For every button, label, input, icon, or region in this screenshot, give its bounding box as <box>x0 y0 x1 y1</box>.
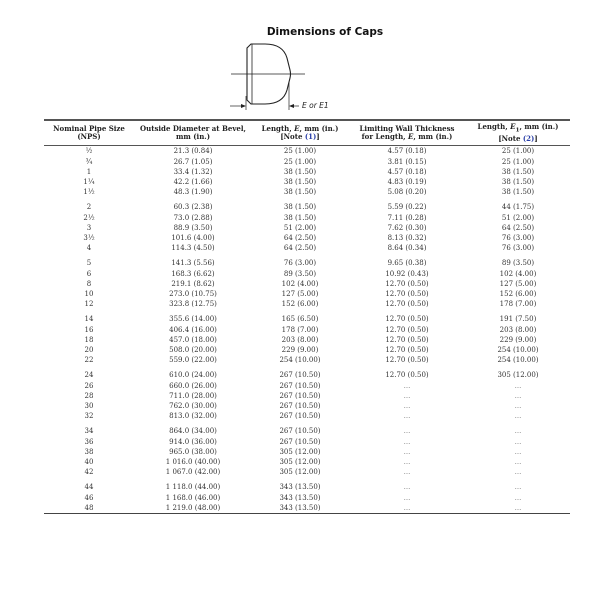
cell-length-e1: 178 (7.00) <box>499 300 537 309</box>
cell-nps: 46 <box>84 493 94 502</box>
table-row <box>44 401 570 411</box>
cell-length-e1: 254 (10.00) <box>497 356 539 365</box>
cell-length-e1: ... <box>514 503 522 512</box>
cell-outside-diameter: 711.0 (28.00) <box>169 391 217 400</box>
table-row <box>44 411 570 421</box>
cell-nps: 16 <box>84 325 94 334</box>
cell-length-e: 51 (2.00) <box>283 223 317 232</box>
table-row <box>44 477 570 492</box>
cell-nps: 10 <box>84 290 94 299</box>
cell-length-e1: 38 (1.50) <box>501 167 535 176</box>
cell-nps: 2½ <box>83 213 95 222</box>
cell-outside-diameter: 1 168.0 (46.00) <box>165 493 221 502</box>
cell-length-e1: 25 (1.00) <box>501 157 535 166</box>
cell-length-e1: 127 (5.00) <box>499 279 537 288</box>
cap-diagram <box>225 38 365 110</box>
cell-length-e: 254 (10.00) <box>279 356 321 365</box>
cell-length-e1: ... <box>514 381 522 390</box>
table-row <box>44 365 570 380</box>
table-row <box>44 157 570 167</box>
cell-nps: ¾ <box>85 157 93 166</box>
cell-length-e: 89 (3.50) <box>283 269 317 278</box>
cell-outside-diameter: 355.6 (14.00) <box>169 315 217 324</box>
cell-wall-thickness: 12.70 (0.50) <box>385 346 429 355</box>
cell-wall-thickness: 12.70 (0.50) <box>385 315 429 324</box>
table-row <box>44 355 570 365</box>
table-row <box>44 197 570 212</box>
cell-nps: 3½ <box>83 234 95 243</box>
cell-wall-thickness: 3.81 (0.15) <box>387 157 427 166</box>
table-row <box>44 309 570 324</box>
cell-length-e: 203 (8.00) <box>281 335 319 344</box>
cell-length-e: 64 (2.50) <box>283 234 317 243</box>
cell-wall-thickness: 8.64 (0.34) <box>387 244 427 253</box>
table-row <box>44 167 570 177</box>
cell-length-e1: ... <box>514 468 522 477</box>
note-2-link[interactable]: (2) <box>522 133 535 143</box>
table-row <box>44 493 570 503</box>
cell-length-e: 64 (2.50) <box>283 244 317 253</box>
cell-length-e1: 44 (1.75) <box>501 203 535 212</box>
cell-outside-diameter: 21.3 (0.84) <box>173 147 213 156</box>
cell-wall-thickness: ... <box>403 458 411 467</box>
cell-length-e: 38 (1.50) <box>283 167 317 176</box>
cell-length-e: 178 (7.00) <box>281 325 319 334</box>
cell-outside-diameter: 864.0 (34.00) <box>169 427 217 436</box>
cell-outside-diameter: 914.0 (36.00) <box>169 437 217 446</box>
cell-wall-thickness: ... <box>403 503 411 512</box>
cell-length-e: 267 (10.50) <box>279 427 321 436</box>
cell-wall-thickness: 5.59 (0.22) <box>387 203 427 212</box>
cell-length-e1: ... <box>514 458 522 467</box>
cell-length-e1: 38 (1.50) <box>501 188 535 197</box>
cell-nps: ½ <box>85 147 93 156</box>
cell-nps: 48 <box>84 503 94 512</box>
cell-length-e: 267 (10.50) <box>279 391 321 400</box>
table-row <box>44 335 570 345</box>
cell-outside-diameter: 965.0 (38.00) <box>169 447 217 456</box>
cell-wall-thickness: 12.70 (0.50) <box>385 279 429 288</box>
cell-length-e: 267 (10.50) <box>279 402 321 411</box>
cell-length-e1: 76 (3.00) <box>501 244 535 253</box>
cell-length-e: 267 (10.50) <box>279 412 321 421</box>
cell-nps: 1¼ <box>83 178 95 186</box>
cell-length-e: 267 (10.50) <box>279 371 321 380</box>
cell-outside-diameter: 219.1 (8.62) <box>171 279 215 288</box>
cell-outside-diameter: 813.0 (32.00) <box>169 412 217 421</box>
table-row <box>44 457 570 467</box>
table-row <box>44 503 570 514</box>
cell-length-e1: 25 (1.00) <box>501 147 535 156</box>
table-row <box>44 187 570 197</box>
cell-nps: 22 <box>84 356 94 365</box>
cell-nps: 42 <box>84 468 94 477</box>
cell-wall-thickness: ... <box>403 427 411 436</box>
header-length-e1: Length, $E_1$, mm (in.) [Note (2)] <box>477 122 559 143</box>
cell-wall-thickness: 12.70 (0.50) <box>385 371 429 380</box>
cell-wall-thickness: 7.62 (0.30) <box>387 223 427 232</box>
cell-length-e: 102 (4.00) <box>281 279 319 288</box>
cell-wall-thickness: ... <box>403 468 411 477</box>
cell-outside-diameter: 60.3 (2.38) <box>173 203 213 212</box>
cell-wall-thickness: ... <box>403 447 411 456</box>
cell-length-e: 38 (1.50) <box>283 213 317 222</box>
cell-length-e1: 76 (3.00) <box>501 234 535 243</box>
cell-nps: 1½ <box>83 188 95 197</box>
cell-wall-thickness: 4.57 (0.18) <box>387 167 427 176</box>
cell-wall-thickness: ... <box>403 391 411 400</box>
cell-outside-diameter: 26.7 (1.05) <box>173 157 213 166</box>
cell-nps: 28 <box>84 391 94 400</box>
cell-wall-thickness: 12.70 (0.50) <box>385 356 429 365</box>
cell-length-e: 229 (9.00) <box>281 346 319 355</box>
cell-nps: 44 <box>84 483 94 492</box>
cell-wall-thickness: 10.92 (0.43) <box>385 269 429 278</box>
table-row <box>44 213 570 223</box>
header-outside-diameter: Outside Diameter at Bevel, mm (in.) <box>140 123 246 142</box>
cell-outside-diameter: 73.0 (2.88) <box>173 213 213 222</box>
table-row <box>44 381 570 391</box>
cell-wall-thickness: ... <box>403 381 411 390</box>
cell-wall-thickness: 4.57 (0.18) <box>387 147 427 156</box>
cell-outside-diameter: 141.3 (5.56) <box>171 259 215 268</box>
cell-length-e1: ... <box>514 437 522 446</box>
cell-wall-thickness: ... <box>403 437 411 446</box>
cell-nps: 24 <box>84 371 94 380</box>
cell-wall-thickness: ... <box>403 493 411 502</box>
cell-outside-diameter: 48.3 (1.90) <box>173 188 213 197</box>
cell-length-e1: ... <box>514 412 522 421</box>
header-nps: Nominal Pipe Size (NPS) <box>53 123 125 142</box>
cell-nps: 36 <box>84 437 94 446</box>
cell-outside-diameter: 168.3 (6.62) <box>171 269 215 278</box>
cell-length-e1: 191 (7.50) <box>499 315 537 324</box>
cell-nps: 3 <box>86 223 92 232</box>
cell-wall-thickness: 12.70 (0.50) <box>385 325 429 334</box>
document-title: Dimensions of Caps <box>266 26 384 38</box>
cell-length-e1: 152 (6.00) <box>499 290 537 299</box>
cell-length-e1: 203 (8.00) <box>499 325 537 334</box>
cell-length-e1: ... <box>514 483 522 492</box>
cell-length-e: 343 (13.50) <box>279 503 321 512</box>
cell-length-e1: 102 (4.00) <box>499 269 537 278</box>
cell-wall-thickness: 12.70 (0.50) <box>385 290 429 299</box>
cell-length-e: 38 (1.50) <box>283 178 317 186</box>
figure-label: E or E1 <box>302 101 329 110</box>
cell-length-e: 267 (10.50) <box>279 437 321 446</box>
cell-wall-thickness: 8.13 (0.32) <box>387 234 427 243</box>
table-body <box>44 146 570 514</box>
cell-outside-diameter: 42.2 (1.66) <box>173 178 213 186</box>
cell-nps: 34 <box>84 427 94 436</box>
cell-nps: 30 <box>84 402 94 411</box>
cell-wall-thickness: ... <box>403 412 411 421</box>
cell-nps: 8 <box>86 279 92 288</box>
cell-nps: 20 <box>84 346 94 355</box>
cell-length-e1: ... <box>514 402 522 411</box>
cell-outside-diameter: 1 219.0 (48.00) <box>165 503 221 512</box>
cell-outside-diameter: 457.0 (18.00) <box>169 335 217 344</box>
table-row <box>44 345 570 355</box>
cell-outside-diameter: 101.6 (4.00) <box>171 234 215 243</box>
cell-length-e1: 89 (3.50) <box>501 259 535 268</box>
cell-outside-diameter: 406.4 (16.00) <box>169 325 217 334</box>
cell-length-e: 267 (10.50) <box>279 381 321 390</box>
cell-nps: 5 <box>86 259 92 268</box>
header-length-e: Length, E, mm (in.) [Note (1)] <box>261 123 339 142</box>
table-row <box>44 325 570 335</box>
table-row <box>44 279 570 289</box>
cell-length-e: 127 (5.00) <box>281 290 319 299</box>
cell-nps: 1 <box>86 167 92 176</box>
cell-nps: 18 <box>84 335 94 344</box>
dimensions-table <box>44 119 570 514</box>
cell-length-e: 76 (3.00) <box>283 259 317 268</box>
table-row <box>44 253 570 268</box>
table-row <box>44 437 570 447</box>
cell-length-e: 305 (12.00) <box>279 447 321 456</box>
note-1-link[interactable]: (1) <box>304 132 317 142</box>
cell-length-e1: ... <box>514 427 522 436</box>
cell-nps: 6 <box>86 269 92 278</box>
cell-length-e1: ... <box>514 447 522 456</box>
cell-length-e: 305 (12.00) <box>279 468 321 477</box>
cell-outside-diameter: 508.0 (20.00) <box>169 346 217 355</box>
cell-length-e: 343 (13.50) <box>279 493 321 502</box>
cell-outside-diameter: 323.8 (12.75) <box>169 300 217 309</box>
cell-outside-diameter: 273.0 (10.75) <box>169 290 217 299</box>
cell-wall-thickness: ... <box>403 483 411 492</box>
cell-length-e: 25 (1.00) <box>283 157 317 166</box>
table-row <box>44 391 570 401</box>
cell-length-e: 38 (1.50) <box>283 203 317 212</box>
cell-outside-diameter: 660.0 (26.00) <box>169 381 217 390</box>
table-row <box>44 223 570 233</box>
cell-length-e: 165 (6.50) <box>281 315 319 324</box>
cell-length-e1: 64 (2.50) <box>501 223 535 232</box>
header-wall-thickness: Limiting Wall Thickness for Length, E, mm (in.) <box>359 123 455 142</box>
table-row <box>44 243 570 253</box>
cell-length-e1: ... <box>514 493 522 502</box>
cell-outside-diameter: 1 016.0 (40.00) <box>165 458 221 467</box>
cell-nps: 26 <box>84 381 94 390</box>
cell-length-e1: 51 (2.00) <box>501 213 535 222</box>
cell-length-e: 152 (6.00) <box>281 300 319 309</box>
cell-wall-thickness: 7.11 (0.28) <box>387 213 427 222</box>
cell-wall-thickness: ... <box>403 402 411 411</box>
cell-length-e: 343 (13.50) <box>279 483 321 492</box>
table-row <box>44 289 570 299</box>
cell-outside-diameter: 114.3 (4.50) <box>171 244 215 253</box>
cell-outside-diameter: 610.0 (24.00) <box>169 371 217 380</box>
cell-length-e1: ... <box>514 391 522 400</box>
cell-wall-thickness: 12.70 (0.50) <box>385 300 429 309</box>
cell-length-e: 38 (1.50) <box>283 188 317 197</box>
cell-nps: 40 <box>84 458 94 467</box>
cell-nps: 38 <box>84 447 94 456</box>
cell-wall-thickness: 4.83 (0.19) <box>387 178 427 186</box>
table-row <box>44 177 570 187</box>
table-row <box>44 146 570 157</box>
table-row <box>44 467 570 477</box>
cell-nps: 12 <box>84 300 94 309</box>
table-row <box>44 447 570 457</box>
table-row <box>44 269 570 279</box>
cell-outside-diameter: 559.0 (22.00) <box>169 356 217 365</box>
table-row <box>44 299 570 309</box>
cell-length-e1: 305 (12.00) <box>497 371 539 380</box>
cell-outside-diameter: 1 118.0 (44.00) <box>165 483 221 492</box>
cell-wall-thickness: 12.70 (0.50) <box>385 335 429 344</box>
table-header <box>44 120 570 146</box>
cell-nps: 2 <box>86 203 92 212</box>
cell-length-e1: 254 (10.00) <box>497 346 539 355</box>
cell-length-e: 305 (12.00) <box>279 458 321 467</box>
cell-outside-diameter: 1 067.0 (42.00) <box>165 468 221 477</box>
cell-wall-thickness: 5.08 (0.20) <box>387 188 427 197</box>
cell-outside-diameter: 33.4 (1.32) <box>173 167 213 176</box>
cap-drawing <box>225 38 365 110</box>
cell-nps: 32 <box>84 412 94 421</box>
cell-wall-thickness: 9.65 (0.38) <box>387 259 427 268</box>
cell-nps: 4 <box>86 244 92 253</box>
cell-nps: 14 <box>84 315 94 324</box>
cell-length-e1: 38 (1.50) <box>501 178 535 186</box>
cell-outside-diameter: 762.0 (30.00) <box>169 402 217 411</box>
table-row <box>44 421 570 436</box>
cell-outside-diameter: 88.9 (3.50) <box>173 223 213 232</box>
cell-length-e1: 229 (9.00) <box>499 335 537 344</box>
cell-length-e: 25 (1.00) <box>283 147 317 156</box>
table-row <box>44 233 570 243</box>
